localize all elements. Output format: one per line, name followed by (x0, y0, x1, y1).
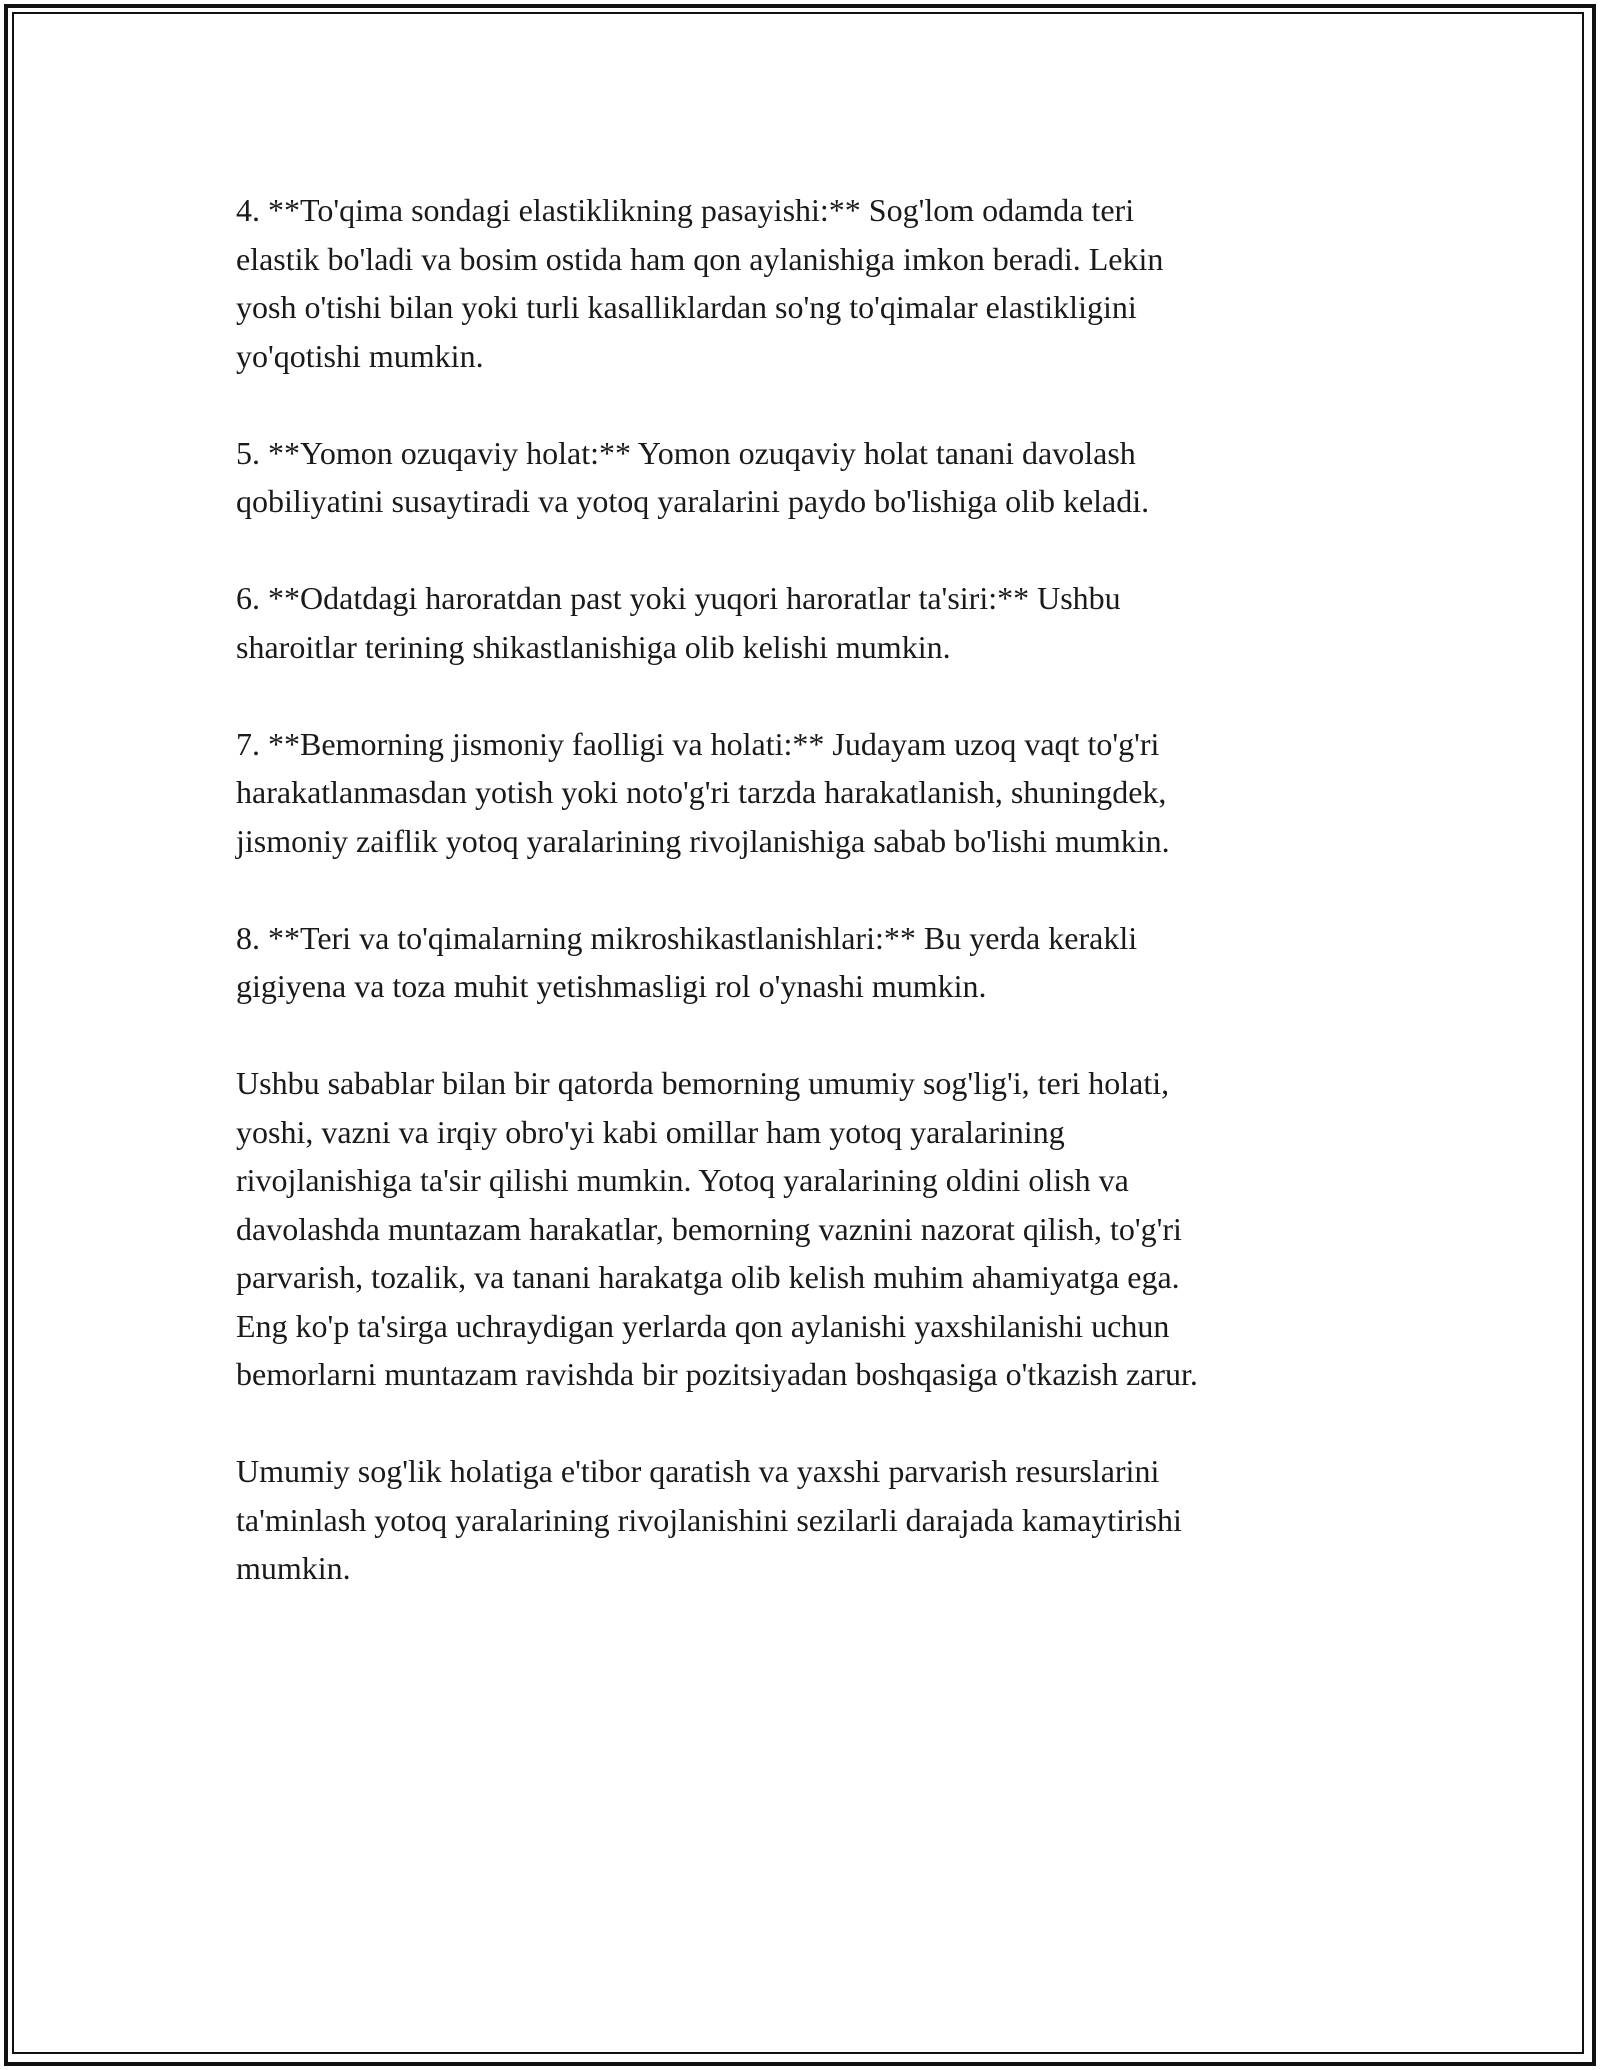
text-line: bemorlarni muntazam ravishda bir pozitsiyadan boshqasiga o'tkazish zarur. (236, 1356, 1198, 1392)
paragraph-conclusion (236, 1447, 1416, 1593)
text-line: yoshi, vazni va irqiy obro'yi kabi omillar ham yotoq yaralarining (236, 1113, 1065, 1150)
text-line: Ushbu sabablar bilan bir qatorda bemorning umumiy sog'lig'i, teri holati, (236, 1065, 1170, 1101)
text-line: parvarish, tozalik, va tanani harakatga olib kelish muhim ahamiyatga ega. (236, 1259, 1180, 1295)
text-line: 6. **Odatdagi haroratdan past yoki yuqori haroratlar ta'siri:** Ushbu (236, 580, 1121, 616)
text-line: 8. **Teri va to'qimalarning mikroshikastlanishlari:** Bu yerda kerakli (236, 919, 1138, 956)
paragraph-summary (236, 1059, 1416, 1399)
text-line: gigiyena va toza muhit yetishmasligi rol o'ynashi mumkin. (236, 968, 987, 1004)
paragraph-item-5 (236, 429, 1416, 526)
text-line: sharoitlar terining shikastlanishiga olib kelishi mumkin. (236, 628, 951, 665)
text-line: jismoniy zaiflik yotoq yaralarining rivojlanishiga sabab bo'lishi mumkin. (236, 822, 1170, 859)
text-line: harakatlanmasdan yotish yoki noto'g'ri tarzda harakatlanish, shuningdek, (236, 774, 1167, 810)
text-line: davolashda muntazam harakatlar, bemorning vaznini nazorat qilish, to'g'ri (236, 1210, 1182, 1247)
paragraph-item-8 (236, 914, 1416, 1011)
text-line: rivojlanishiga ta'sir qilishi mumkin. Yotoq yaralarining oldini olish va (236, 1162, 1129, 1198)
text-line: yosh o'tishi bilan yoki turli kasalliklardan so'ng to'qimalar elastikligini (236, 289, 1137, 325)
text-line: 5. **Yomon ozuqaviy holat:** Yomon ozuqaviy holat tanani davolash (236, 434, 1136, 471)
text-line: Umumiy sog'lik holatiga e'tibor qaratish va yaxshi parvarish resurslarini (236, 1453, 1160, 1489)
text-line: ta'minlash yotoq yaralarining rivojlanishini sezilarli darajada kamaytirishi (236, 1501, 1182, 1538)
paragraph-item-6 (236, 574, 1416, 671)
text-line: 7. **Bemorning jismoniy faolligi va holati:** Judayam uzoq vaqt to'g'ri (236, 725, 1160, 762)
document-body (236, 186, 1416, 1641)
paragraph-item-4 (236, 186, 1416, 380)
text-line: 4. **To'qima sondagi elastiklikning pasayishi:** Sog'lom odamda teri (236, 192, 1135, 228)
text-line: qobiliyatini susaytiradi va yotoq yaralarini paydo bo'lishiga olib keladi. (236, 483, 1150, 519)
text-line: Eng ko'p ta'sirga uchraydigan yerlarda qon aylanishi yaxshilanishi uchun (236, 1307, 1170, 1344)
paragraph-item-7 (236, 720, 1416, 866)
text-line: elastik bo'ladi va bosim ostida ham qon aylanishiga imkon beradi. Lekin (236, 240, 1164, 277)
text-line: mumkin. (236, 1550, 351, 1586)
text-line: yo'qotishi mumkin. (236, 337, 484, 374)
